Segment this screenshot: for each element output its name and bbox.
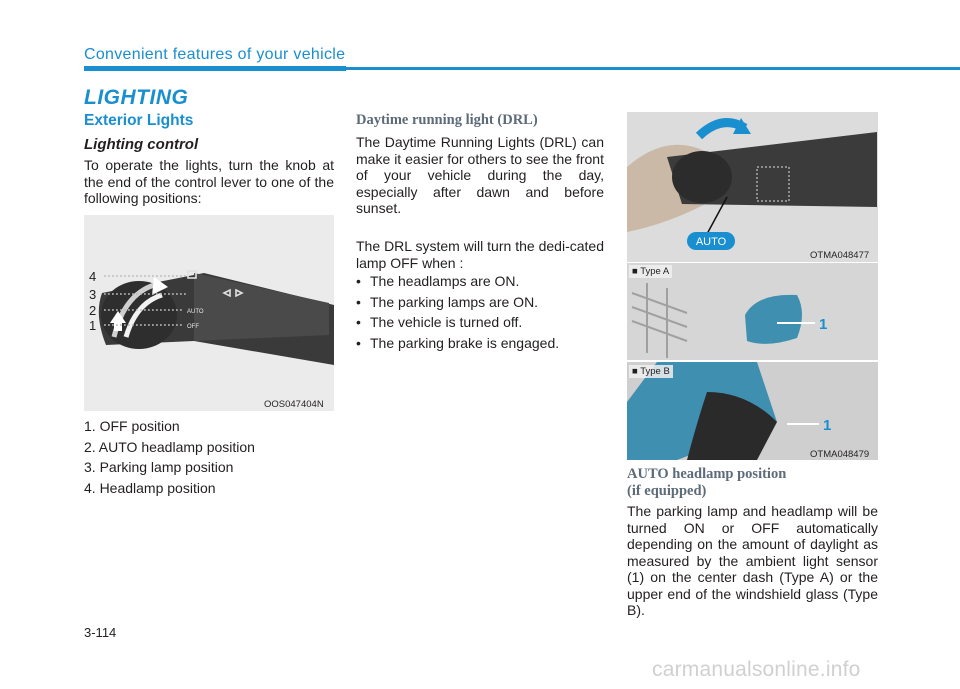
callout-1-type-a: 1 (819, 316, 828, 333)
auto-headlamp-title-line1: AUTO headlamp position (627, 466, 787, 482)
list-item: 2. AUTO headlamp position (84, 438, 255, 455)
auto-headlamp-title-line2: (if equipped) (627, 483, 707, 499)
type-b-label: ■ Type B (629, 365, 673, 378)
auto-lever-figure (627, 112, 878, 262)
page-number: 3-114 (84, 625, 117, 640)
exterior-lights-title: Exterior Lights (84, 112, 194, 129)
lever-figure (84, 215, 334, 411)
list-item: 3. Parking lamp position (84, 459, 234, 475)
list-item: 4. Headlamp position (84, 479, 216, 496)
auto-label: AUTO (695, 236, 727, 248)
list-item: 1. OFF position (84, 418, 180, 434)
type-a-label: ■ Type A (629, 265, 672, 278)
list-item: • The parking brake is engaged. (356, 333, 604, 354)
auto-headlamp-title (627, 466, 878, 500)
list-item: • The parking lamps are ON. (356, 292, 604, 313)
watermark: carmanualsonline.info (652, 658, 861, 681)
figure-number-3: 3 (89, 287, 97, 302)
figure-number-4: 4 (89, 269, 97, 284)
lever-off-marking: OFF (187, 324, 199, 330)
section-title: Convenient features of your vehicle (84, 46, 346, 63)
drl-paragraph-1: The Daytime Running Lights (DRL) can make it easier for others to see the front of your vehicle during the day, especially after dawn and before sunset. (356, 134, 604, 216)
list-item: • The headlamps are ON. (356, 271, 604, 292)
callout-1-type-b: 1 (823, 417, 832, 434)
figure-code-top: OTMA048477 (810, 250, 870, 261)
chapter-title: LIGHTING (84, 86, 189, 109)
drl-title: Daytime running light (DRL) (356, 112, 538, 128)
figure-number-2: 2 (89, 303, 97, 318)
list-item: • The vehicle is turned off. (356, 312, 604, 333)
drl-bullet-list (356, 271, 604, 353)
lighting-intro: To operate the lights, turn the knob at the end of the control lever to one of the following positions: (84, 157, 334, 206)
auto-headlamp-text: The parking lamp and headlamp will be turned ON or OFF automatically depending on the amount of daylight as measured by the ambient light sensor (1) on the center dash (Type A) or the upper end of the windshield glass (Type B). (627, 503, 878, 618)
lighting-control-title: Lighting control (84, 136, 199, 153)
figure-code: OOS047404N (264, 399, 324, 410)
lever-auto-marking: AUTO (187, 309, 204, 315)
drl-paragraph-2: The DRL system will turn the dedi-cated lamp OFF when : (356, 238, 604, 271)
figure-number-1: 1 (89, 318, 97, 333)
figure-code-bottom: OTMA048479 (810, 449, 870, 460)
position-list (84, 416, 334, 498)
header-rule-accent (84, 66, 346, 71)
